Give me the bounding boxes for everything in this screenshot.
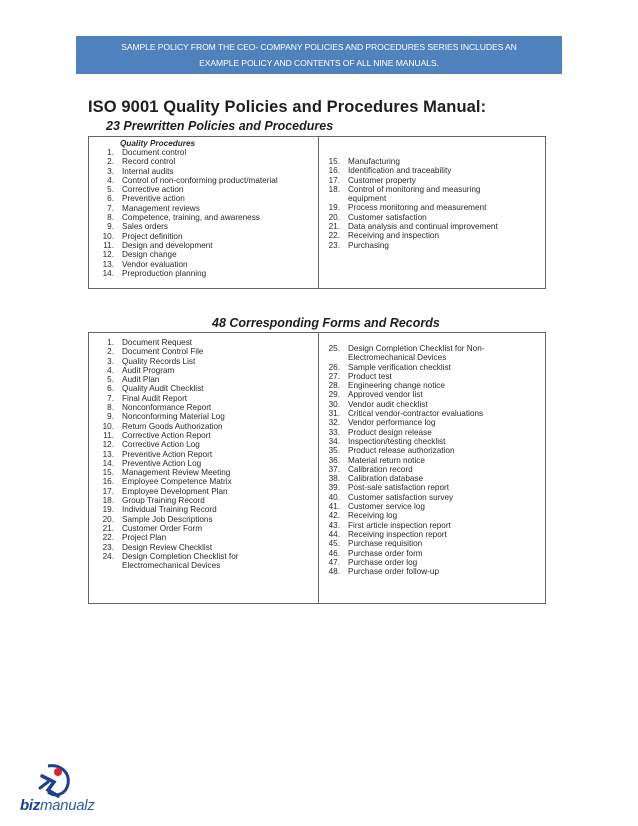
list-item-text: Vendor audit checklist	[348, 399, 428, 409]
list-item-text: Internal audits	[122, 166, 174, 176]
list-item	[323, 363, 485, 372]
document-subtitle: 23 Prewritten Policies and Procedures	[106, 119, 334, 133]
list-item-text: Document Control File	[122, 347, 204, 357]
list-item-number: 14.	[102, 268, 114, 278]
list-item-text: Final Audit Report	[122, 393, 188, 403]
list-item-number: 12.	[102, 250, 114, 260]
list-item-text: Control of monitoring and measuring	[348, 184, 481, 194]
list-item	[97, 269, 278, 278]
list-item-text: Approved vendor list	[348, 390, 423, 400]
list-item	[97, 515, 239, 524]
list-item-text: Receiving log	[348, 511, 398, 521]
list-item	[323, 231, 498, 240]
list-item-text: Group Training Record	[122, 496, 205, 506]
list-item-number: 6.	[107, 384, 114, 394]
list-item-text: Manufacturing	[348, 157, 400, 166]
list-item-text: Vendor evaluation	[122, 259, 188, 269]
list-item-number: 23.	[328, 240, 340, 250]
list-item	[323, 176, 498, 185]
list-item-number: 22.	[328, 231, 340, 241]
list-item	[323, 428, 485, 437]
list-item-number: 33.	[328, 427, 340, 437]
list-item-number: 11.	[103, 240, 114, 250]
list-item-number: 34.	[328, 436, 340, 446]
list-item-number: 1.	[107, 148, 114, 157]
list-item-number: 23.	[102, 542, 114, 552]
list-item-text: Audit Program	[122, 365, 175, 375]
list-item-text: Corrective Action Log	[122, 440, 200, 450]
list-item-text: Sales orders	[122, 222, 168, 232]
list-item-text: Project Plan	[122, 533, 167, 543]
list-item-number: 3.	[107, 166, 114, 176]
list-item-text: Record control	[122, 157, 176, 167]
list-item-text: Process monitoring and measurement	[348, 203, 487, 213]
list-item-text: Data analysis and continual improvement	[348, 222, 498, 232]
list-item-number: 20.	[102, 514, 114, 524]
document-title: ISO 9001 Quality Policies and Procedures Manual:	[88, 98, 487, 116]
list-item-number: 22.	[102, 533, 114, 543]
list-item-text: Customer Order Form	[122, 523, 203, 533]
list-item	[97, 533, 239, 542]
list-item-text: Competence, training, and awareness	[122, 213, 260, 223]
list-item-number: 9.	[107, 222, 114, 232]
list-item	[97, 260, 278, 269]
list-item-continuation: equipment	[348, 194, 387, 204]
list-item-number: 45.	[328, 539, 340, 549]
list-item-text: Employee Development Plan	[122, 486, 228, 496]
list-item	[97, 250, 278, 259]
list-item-text: Post-sale satisfaction report	[348, 483, 450, 493]
list-item-text: Management reviews	[122, 203, 200, 213]
list-item-number: 42.	[328, 511, 340, 521]
list-item-text: Quality Audit Checklist	[122, 384, 204, 394]
list-item	[323, 558, 485, 567]
list-item-number: 43.	[328, 520, 340, 530]
list-item	[97, 468, 239, 477]
list-item-text: Control of non-conforming product/material	[122, 175, 278, 185]
list-item	[323, 166, 498, 175]
list-item-number: 3.	[107, 356, 114, 366]
list-item	[97, 403, 239, 412]
list-item-text: Purchase order log	[348, 557, 418, 567]
list-item-text: Corrective Action Report	[122, 430, 211, 440]
list-item-text: Project definition	[122, 231, 183, 241]
list-item-number: 29.	[328, 390, 340, 400]
list-item	[323, 446, 485, 455]
list-item-text: Audit Plan	[122, 375, 160, 385]
list-item-text: Document control	[122, 148, 187, 157]
list-item-number: 8.	[107, 213, 114, 223]
list-item	[323, 390, 485, 399]
list-item	[97, 338, 239, 347]
list-item-text: Sample Job Descriptions	[122, 514, 213, 524]
list-item-number: 6.	[107, 194, 114, 204]
list-item-number: 17.	[102, 486, 114, 496]
list-item-number: 31.	[328, 409, 340, 419]
list-item	[97, 185, 278, 194]
list-item	[323, 465, 485, 474]
list-item	[97, 505, 239, 514]
list-item-number: 40.	[328, 492, 340, 502]
list-item-number: 16.	[102, 477, 114, 487]
list-item	[323, 372, 485, 381]
list-item	[97, 194, 278, 203]
list-item-text: Employee Competence Matrix	[122, 477, 232, 487]
list-item-text: Design change	[122, 250, 177, 260]
list-item-text: Design Completion Checklist for Non-	[348, 344, 485, 353]
list-item	[97, 222, 278, 231]
list-item	[97, 394, 239, 403]
list-item-text: Design and development	[122, 240, 213, 250]
list-item-text: Identification and traceability	[348, 166, 452, 176]
list-item-number: 16.	[328, 166, 340, 176]
list-item-text: Customer satisfaction	[348, 212, 427, 222]
list-item-text: Sample verification checklist	[348, 362, 451, 372]
list-item	[97, 459, 239, 468]
list-item	[97, 524, 239, 533]
list-item-number: 8.	[107, 403, 114, 413]
list-item	[323, 521, 485, 530]
list-item-text: Calibration record	[348, 464, 413, 474]
list-item-text: Design Completion Checklist for	[122, 551, 239, 561]
banner-line-2: EXAMPLE POLICY AND CONTENTS OF ALL NINE MANUALS.	[199, 58, 439, 68]
list-item-number: 32.	[328, 418, 340, 428]
list-item	[97, 232, 278, 241]
list-item-number: 5.	[107, 185, 114, 195]
list-item	[97, 477, 239, 486]
list-item	[97, 552, 239, 561]
banner-line-1: SAMPLE POLICY FROM THE CEO- COMPANY POLICIES AND PROCEDURES SERIES INCLUDES AN	[121, 42, 517, 52]
list-item-number: 36.	[328, 455, 340, 465]
list-item-number: 39.	[328, 483, 340, 493]
column-divider	[318, 137, 319, 288]
banner	[76, 36, 562, 74]
list-item-number: 10.	[102, 231, 114, 241]
list-item-number: 21.	[328, 222, 340, 232]
list-item-number: 13.	[102, 449, 114, 459]
list-item-number: 14.	[102, 458, 114, 468]
list-item	[97, 440, 239, 449]
forms-title: 48 Corresponding Forms and Records	[212, 316, 440, 330]
list-item-number: 5.	[107, 375, 114, 385]
list-item-number: 2.	[107, 347, 114, 357]
bizmanualz-logo-text: bizmanualz	[20, 797, 95, 814]
list-item-number: 27.	[328, 371, 340, 381]
list-item	[323, 530, 485, 539]
list-item-number: 2.	[107, 157, 114, 167]
list-item-number: 44.	[328, 529, 340, 539]
list-item-number: 13.	[102, 259, 114, 269]
list-item	[97, 176, 278, 185]
list-item-text: Critical vendor-contractor evaluations	[348, 409, 484, 419]
list-item	[97, 375, 239, 384]
list-item-number: 10.	[102, 421, 114, 431]
list-item-number: 37.	[328, 464, 340, 474]
list-item	[97, 431, 239, 440]
list-item-text: Preproduction planning	[122, 268, 207, 278]
procedures-table	[88, 136, 546, 289]
list-item-number: 12.	[102, 440, 114, 450]
list-item	[97, 487, 239, 496]
forms-table	[88, 332, 546, 604]
list-item	[97, 148, 278, 157]
list-item-number: 4.	[107, 365, 114, 375]
list-item-text: Purchase order follow-up	[348, 567, 440, 577]
list-item-number: 28.	[328, 381, 340, 391]
list-item	[323, 157, 498, 166]
list-item-text: Document Request	[122, 338, 193, 347]
list-item-text: Design Review Checklist	[122, 542, 213, 552]
list-item	[323, 344, 485, 353]
list-item	[323, 493, 485, 502]
list-item	[323, 203, 498, 212]
list-item	[323, 409, 485, 418]
list-item-number: 1.	[107, 338, 114, 347]
column-divider	[318, 333, 319, 603]
list-item	[97, 496, 239, 505]
forms-list-right	[323, 344, 485, 576]
list-item-text: Preventive action	[122, 194, 185, 204]
list-item	[323, 418, 485, 427]
list-item	[97, 422, 239, 431]
list-item	[97, 384, 239, 393]
list-item	[97, 450, 239, 459]
list-item	[323, 222, 498, 231]
procedures-heading: Quality Procedures	[120, 139, 196, 148]
list-item-text: Nonconformance Report	[122, 403, 212, 413]
list-item-number: 18.	[328, 184, 340, 194]
list-item	[97, 543, 239, 552]
list-item	[323, 456, 485, 465]
list-item-text: Material return notice	[348, 455, 425, 465]
list-item-number: 7.	[107, 393, 114, 403]
list-item-text: Receiving inspection report	[348, 529, 447, 539]
list-item	[323, 567, 485, 576]
list-item-number: 25.	[328, 344, 340, 353]
procedures-list-right	[323, 157, 498, 250]
list-item	[323, 549, 485, 558]
list-item-text: Product design release	[348, 427, 432, 437]
list-item	[323, 511, 485, 520]
list-item-text: Vendor performance log	[348, 418, 436, 428]
list-item-number: 21.	[102, 523, 114, 533]
list-item-number: 47.	[328, 557, 340, 567]
list-item	[323, 437, 485, 446]
list-item-text: Corrective action	[122, 185, 184, 195]
list-item	[97, 366, 239, 375]
list-item-text: Receiving and inspection	[348, 231, 440, 241]
list-item-text: Purchase requisition	[348, 539, 423, 549]
list-item-text: Nonconforming Material Log	[122, 412, 225, 422]
list-item-number: 11.	[103, 430, 114, 440]
list-item-number: 24.	[102, 551, 114, 561]
list-item-text: First article inspection report	[348, 520, 451, 530]
list-item-text: Customer satisfaction survey	[348, 492, 454, 502]
list-item	[323, 539, 485, 548]
list-item-text: Preventive Action Log	[122, 458, 202, 468]
list-item	[97, 157, 278, 166]
list-item	[97, 412, 239, 421]
list-item	[97, 167, 278, 176]
list-item-number: 41.	[328, 502, 340, 512]
list-item	[323, 502, 485, 511]
list-item-text: Engineering change notice	[348, 381, 445, 391]
list-item-number: 35.	[328, 446, 340, 456]
list-item-number: 4.	[107, 175, 114, 185]
list-item-text: Customer service log	[348, 502, 425, 512]
list-item	[323, 474, 485, 483]
list-item-text: Return Goods Authorization	[122, 421, 223, 431]
list-item-number: 46.	[328, 548, 340, 558]
list-item-text: Product test	[348, 371, 392, 381]
procedures-list-left	[97, 148, 278, 278]
list-item-number: 15.	[102, 468, 114, 478]
list-item-number: 17.	[328, 175, 340, 185]
list-item-number: 30.	[328, 399, 340, 409]
list-item	[323, 185, 498, 194]
list-item-text: Customer property	[348, 175, 416, 185]
list-item-number: 26.	[328, 362, 340, 372]
list-item	[323, 400, 485, 409]
forms-list-left	[97, 338, 239, 570]
list-item-continuation: Electromechanical Devices	[122, 561, 221, 571]
list-item-text: Preventive Action Report	[122, 449, 213, 459]
list-item	[97, 357, 239, 366]
list-item-text: Management Review Meeting	[122, 468, 231, 478]
list-item-number: 48.	[328, 567, 340, 577]
list-item-number: 19.	[102, 505, 114, 515]
list-item-number: 7.	[107, 203, 114, 213]
list-item-number: 18.	[102, 496, 114, 506]
list-item	[97, 347, 239, 356]
list-item-number: 19.	[328, 203, 340, 213]
list-item	[97, 213, 278, 222]
list-item-number: 38.	[328, 474, 340, 484]
list-item	[323, 213, 498, 222]
list-item-number: 20.	[328, 212, 340, 222]
list-item-text: Purchase order form	[348, 548, 423, 558]
list-item	[97, 241, 278, 250]
list-item-text: Inspection/testing checklist	[348, 436, 446, 446]
list-item-text: Product release authorization	[348, 446, 455, 456]
list-item-number: 15.	[328, 157, 340, 166]
list-item	[97, 204, 278, 213]
list-item	[323, 381, 485, 390]
list-item-text: Quality Records List	[122, 356, 196, 366]
list-item-text: Calibration database	[348, 474, 424, 484]
list-item-text: Purchasing	[348, 240, 389, 250]
list-item-number: 9.	[107, 412, 114, 422]
list-item	[323, 483, 485, 492]
list-item-text: Individual Training Record	[122, 505, 217, 515]
list-item-continuation: Electromechanical Devices	[348, 353, 447, 363]
list-item	[323, 241, 498, 250]
